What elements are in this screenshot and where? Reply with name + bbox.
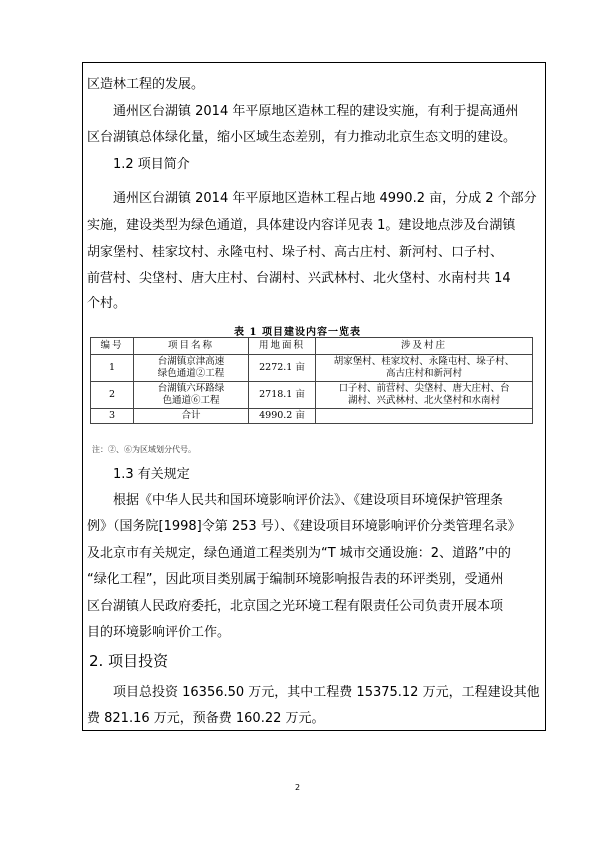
table-cell-area: 2272.1 亩 [249, 355, 316, 382]
villages-line: 湖村、兴武林村、北火垡村和水南村 [347, 395, 500, 406]
table-note: 注：②、⑥为区域划分代号。 [92, 445, 196, 454]
name-line: 色通道⑥工程 [162, 395, 220, 406]
paragraph-line: 通州区台湖镇 2014 年平原地区造林工程占地 4990.2 亩，分成 2 个部分 [113, 191, 537, 206]
paragraph-line: 项目总投资 16356.50 万元，其中工程费 15375.12 万元，工程建设其他 [113, 685, 540, 700]
table-cell-villages [316, 382, 533, 409]
table-cell-no: 3 [91, 409, 134, 424]
villages-line: 胡家堡村、桂家坟村、永隆屯村、垛子村、 [333, 356, 515, 367]
table-row [91, 355, 533, 382]
paragraph-line: 区台湖镇总体绿化量，缩小区域生态差别，有力推动北京生态文明的建设。 [87, 130, 517, 145]
table-cell-name: 合计 [134, 409, 249, 424]
table-header: 编号 [91, 338, 134, 355]
table-cell-area: 4990.2 亩 [249, 409, 316, 424]
project-table [90, 337, 533, 424]
section-heading-2: 2. 项目投资 [89, 652, 169, 670]
table-header: 用地面积 [249, 338, 316, 355]
table-header-row [91, 338, 533, 355]
section-heading-1-2: 1.2 项目简介 [113, 157, 190, 172]
table-cell-villages [316, 409, 533, 424]
paragraph-line: 胡家堡村、桂家坟村、永隆屯村、垛子村、高古庄村、新河村、口子村、 [87, 245, 504, 260]
paragraph-line: 通州区台湖镇 2014 年平原地区造林工程的建设实施，有利于提高通州 [113, 104, 519, 119]
table-cell-villages [316, 355, 533, 382]
name-line: 台湖镇京津高速 [157, 356, 225, 367]
paragraph-line: 例》（国务院[1998]令第 253 号）、《建设项目环境影响评价分类管理名录》 [87, 519, 521, 534]
paragraph-line: 区台湖镇人民政府委托，北京国之光环境工程有限责任公司负责开展本项 [87, 599, 504, 614]
name-line: 绿色通道②工程 [157, 368, 225, 379]
villages-line: 口子村、前营村、尖垡村、唐大庄村、台 [338, 383, 510, 394]
paragraph-line: “绿化工程”，因此项目类别属于编制环境影响报告表的环评类别，受通州 [87, 572, 504, 587]
table-cell-no: 1 [91, 355, 134, 382]
table-cell-name [134, 355, 249, 382]
table-header: 涉及村庄 [316, 338, 533, 355]
paragraph-line: 及北京市有关规定，绿色通道工程类别为“T 城市交通设施：2、道路”中的 [87, 546, 511, 561]
table-cell-area: 2718.1 亩 [249, 382, 316, 409]
page-number: 2 [294, 783, 301, 792]
table-row [91, 382, 533, 409]
paragraph-line: 根据《中华人民共和国环境影响评价法》、《建设项目环境保护管理条 [113, 493, 504, 508]
paragraph-line: 区造林工程的发展。 [87, 77, 205, 92]
section-heading-1-3: 1.3 有关规定 [113, 467, 190, 482]
table-header: 项目名称 [134, 338, 249, 355]
table-row-total [91, 409, 533, 424]
villages-line: 高古庄村和新河村 [385, 368, 462, 379]
paragraph-line: 个村。 [87, 296, 127, 311]
paragraph-line: 前营村、尖垡村、唐大庄村、台湖村、兴武林村、北火垡村、水南村共 14 [87, 271, 511, 286]
paragraph-line: 目的环境影响评价工作。 [87, 625, 231, 640]
table-cell-no: 2 [91, 382, 134, 409]
table-cell-name [134, 382, 249, 409]
paragraph-line: 费 821.16 万元，预备费 160.22 万元。 [87, 711, 325, 726]
table-caption: 表 1 项目建设内容一览表 [234, 327, 361, 338]
paragraph-line: 实施，建设类型为绿色通道，具体建设内容详见表 1。建设地点涉及台湖镇 [87, 218, 516, 233]
name-line: 台湖镇六环路绿 [157, 383, 225, 394]
